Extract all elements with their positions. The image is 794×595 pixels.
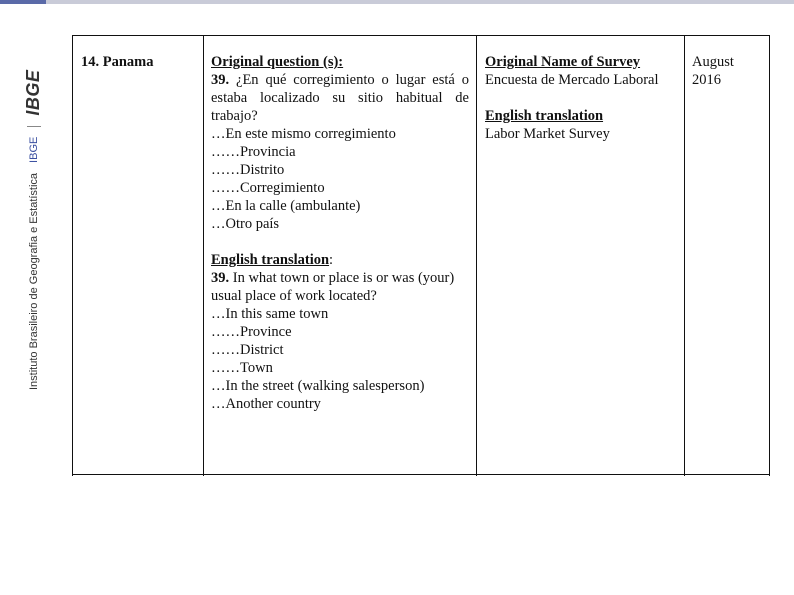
translation-option: …In this same town bbox=[211, 306, 329, 322]
survey-heading: Original Name of Survey bbox=[485, 54, 641, 70]
translation-option: …Another country bbox=[211, 396, 321, 412]
question-option: ……Provincia bbox=[211, 144, 296, 160]
ibge-logo: IBGE bbox=[23, 69, 43, 116]
question-heading: Original question (s): bbox=[211, 54, 344, 70]
side-branding bbox=[6, 30, 43, 400]
survey-translation-heading: English translation bbox=[485, 108, 604, 124]
question-option: …En la calle (ambulante) bbox=[211, 198, 361, 214]
question-option: …Otro país bbox=[211, 216, 280, 232]
survey-translation: Labor Market Survey bbox=[485, 126, 610, 142]
question-text: ¿En qué corregimiento o lugar está o estaba localizado su sitio habitual de trabajo? bbox=[211, 72, 469, 124]
country-column bbox=[73, 36, 204, 476]
question-text-block bbox=[211, 71, 469, 125]
top-bar bbox=[0, 0, 794, 4]
institution-name: Instituto Brasileiro de Geografia e Estatística bbox=[27, 172, 40, 390]
translation-heading: English translation bbox=[211, 252, 330, 268]
date-month: August bbox=[692, 54, 734, 70]
question-number: 39. bbox=[211, 72, 230, 88]
row-divider bbox=[73, 474, 769, 475]
survey-column bbox=[477, 36, 685, 476]
translation-text: In what town or place is or was (your) usual place of work located? bbox=[211, 270, 455, 304]
translation-option: ……Town bbox=[211, 360, 273, 376]
country-cell: 14. Panama bbox=[81, 54, 154, 70]
translation-option: ……Province bbox=[211, 324, 292, 340]
survey-table bbox=[72, 35, 770, 476]
ibge-short-label: IBGE bbox=[27, 136, 40, 163]
survey-cell bbox=[485, 53, 680, 143]
question-column bbox=[204, 36, 477, 476]
question-option: ……Corregimiento bbox=[211, 180, 325, 196]
top-bar-accent bbox=[0, 0, 46, 4]
translation-number: 39. bbox=[211, 270, 230, 286]
brand-separator bbox=[27, 126, 41, 127]
question-option: ……Distrito bbox=[211, 162, 285, 178]
translation-heading-line bbox=[211, 251, 469, 269]
translation-option: …In the street (walking salesperson) bbox=[211, 378, 425, 394]
survey-name: Encuesta de Mercado Laboral bbox=[485, 72, 659, 88]
date-column bbox=[685, 36, 770, 476]
date-year: 2016 bbox=[692, 72, 721, 88]
translation-option: ……District bbox=[211, 342, 284, 358]
question-cell bbox=[211, 53, 469, 413]
question-option: …En este mismo corregimiento bbox=[211, 126, 396, 142]
translation-colon: : bbox=[329, 252, 334, 268]
translation-text-block bbox=[211, 269, 469, 305]
date-cell bbox=[692, 53, 767, 89]
